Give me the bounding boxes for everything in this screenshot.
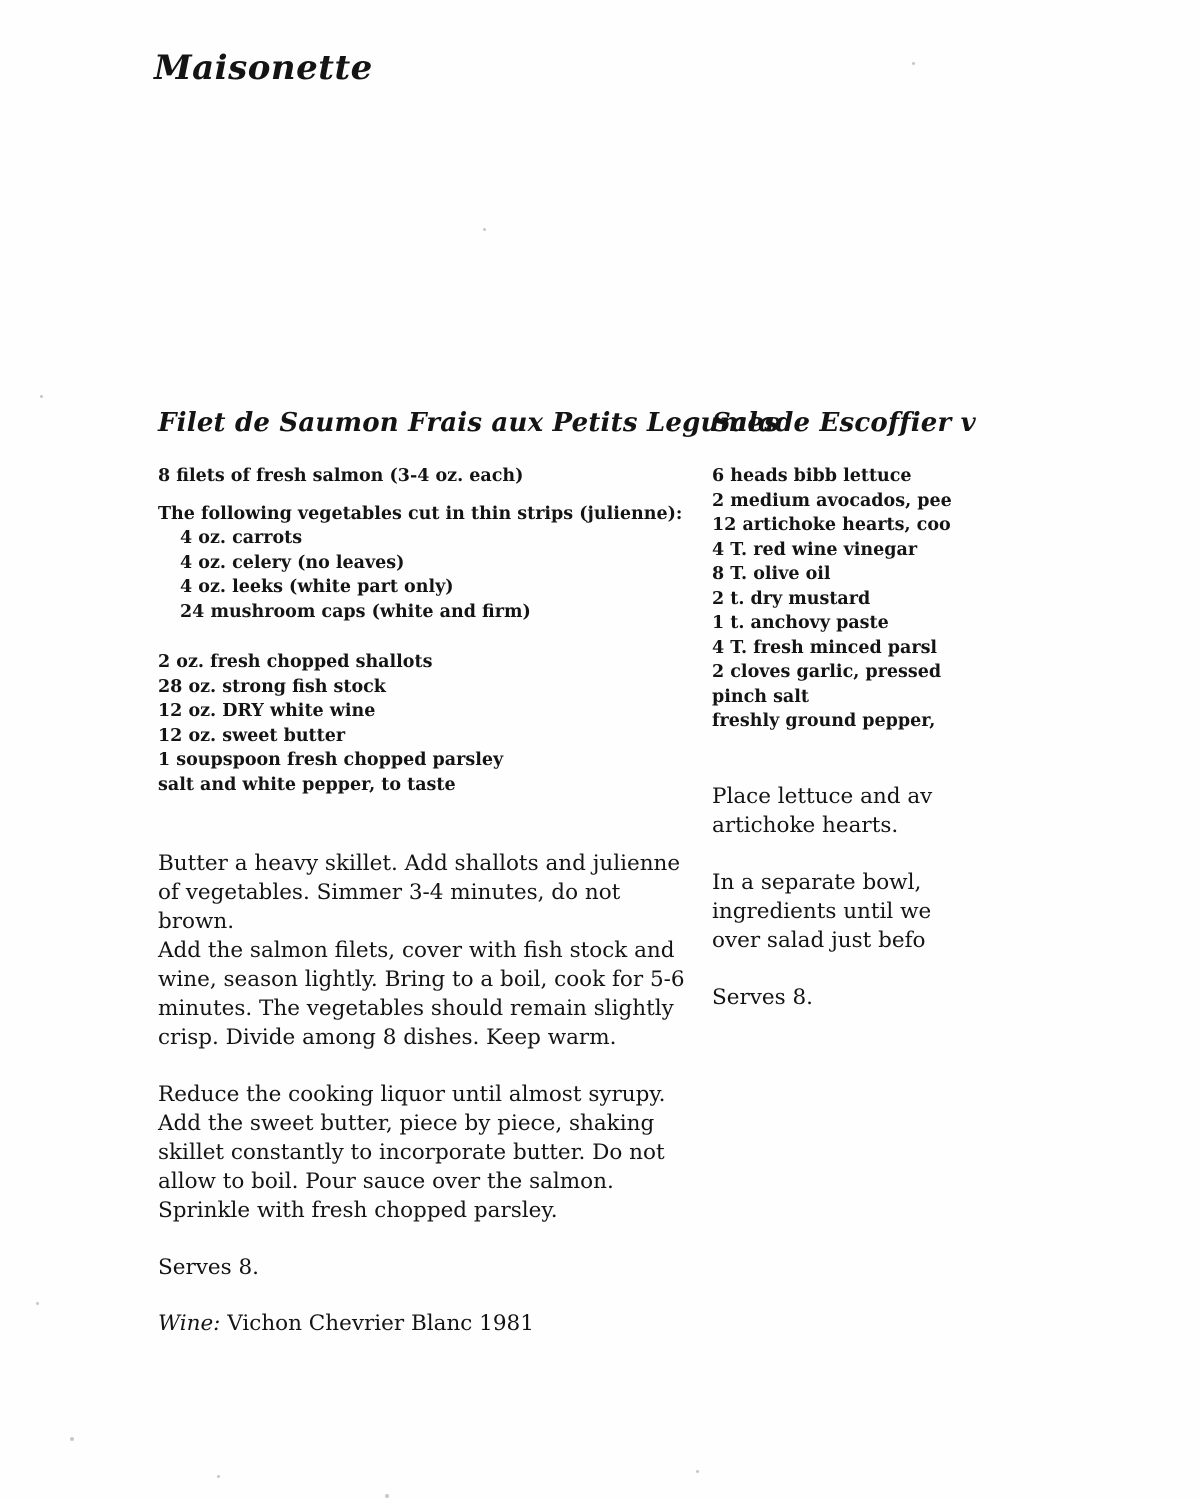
ingredient-line: 2 t. dry mustard [712,588,871,609]
ingredient-line: 1 t. anchovy paste [712,613,889,633]
ingredient-line: 24 mushroom caps (white and firm) [180,601,531,622]
ingredient-line: 2 oz. fresh chopped shallots [158,652,433,672]
right-recipe-title: Salade Escoffier v [712,408,976,438]
left-instructions-paragraph-1: Butter a heavy skillet. Add shallots and julienne of vegetables. Simmer 3-4 minutes, do not brown. Add the salmon filets, cover with fish stock and wine, season lightly. Bring to a boil, cook for 5-6 minutes. The vegetables should remain slightly crisp. Divide among 8 dishes. Keep warm. [158,851,685,1050]
ingredient-line: 28 oz. strong fish stock [158,676,386,697]
ingredient-line: 4 T. red wine vinegar [712,539,918,560]
ingredient-line: 12 oz. DRY white wine [158,701,376,721]
scan-speck [217,1475,220,1478]
scan-speck [385,1494,389,1498]
ingredient-line: 4 T. fresh minced parsl [712,637,938,658]
right-recipe-column [712,408,1200,1012]
ingredient-line: 4 oz. celery (no leaves) [180,552,405,573]
left-ingredient-julienne-list [158,526,688,624]
left-ingredient-salmon: 8 filets of fresh salmon (3-4 oz. each) [158,466,524,486]
book-title: Maisonette [154,48,373,88]
ingredient-line: 4 oz. carrots [180,528,303,548]
wine-value: Vichon Chevrier Blanc 1981 [227,1311,534,1336]
right-ingredient-list [712,464,1200,734]
ingredient-line: 2 medium avocados, pee [712,490,952,511]
right-instructions-paragraph-2: In a separate bowl, ingredients until we over salad just befo [712,869,932,953]
ingredient-line: 6 heads bibb lettuce [712,466,912,486]
scan-speck [696,1470,699,1473]
scan-speck [36,1302,39,1305]
ingredient-line: freshly ground pepper, [712,711,936,731]
right-serves-note: Serves 8. [712,984,813,1010]
wine-pairing-line [158,1309,688,1338]
ingredient-line: 4 oz. leeks (white part only) [180,577,454,597]
ingredient-line: 2 cloves garlic, pressed [712,662,942,682]
left-instructions-paragraph-2: Reduce the cooking liquor until almost syrupy. Add the sweet butter, piece by piece, shaking skillet constantly to incorporate butter. Do not allow to boil. Pour sauce over the salmon. Sprinkle with fresh chopped parsley. [158,1082,666,1223]
left-ingredient-main-list [158,650,688,797]
ingredient-line: pinch salt [712,686,810,707]
ingredient-line: 1 soupspoon fresh chopped parsley [158,750,504,770]
left-ingredient-julienne-intro: The following vegetables cut in thin strips (julienne): [158,503,683,524]
scan-speck [912,62,915,65]
wine-label: Wine: [158,1311,221,1336]
ingredient-line: 8 T. olive oil [712,564,831,584]
right-instructions-paragraph-1: Place lettuce and av artichoke hearts. [712,783,933,838]
ingredient-line: 12 oz. sweet butter [158,725,346,746]
left-serves-note: Serves 8. [158,1255,259,1280]
left-recipe-title: Filet de Saumon Frais aux Petits Legumes [158,408,779,438]
scan-speck [40,395,43,398]
ingredient-line: salt and white pepper, to taste [158,774,456,795]
scan-speck [483,228,486,231]
ingredient-line: 12 artichoke hearts, coo [712,515,951,535]
scan-speck [70,1437,74,1441]
